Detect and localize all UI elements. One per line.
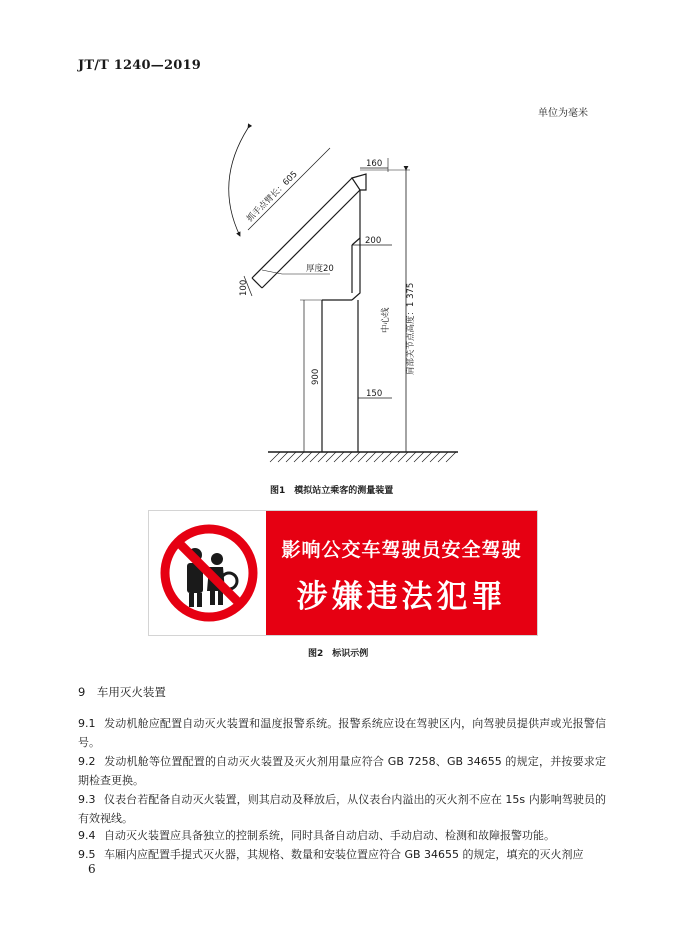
clause-9-1 — [78, 714, 606, 752]
sign-line2: 涉嫌违法犯罪 — [296, 579, 507, 615]
sign-banner — [266, 511, 537, 635]
tip-label: 100 — [239, 279, 249, 296]
base-width-label: 150 — [366, 389, 383, 399]
prohibition-icon — [159, 521, 259, 625]
page-number: 6 — [88, 862, 96, 876]
rotation-arc-icon — [229, 128, 248, 236]
lower-pillar — [322, 286, 360, 452]
unit-note: 单位为毫米 — [538, 108, 588, 119]
clause-text: 发动机舱应配置自动灭火装置和温度报警系统。报警系统应设在驾驶区内，向驾驶员提供声或光报警信号。 — [78, 717, 606, 749]
arm-length-label: 抓手点臂长：605 — [245, 169, 300, 225]
clause-9-3 — [78, 790, 606, 828]
mid-width-label: 200 — [365, 236, 382, 246]
top-width-label: 160 — [366, 159, 383, 169]
warning-sign — [148, 510, 538, 636]
thickness-label: 厚度20 — [306, 264, 334, 274]
clause-number: 9.4 — [78, 829, 96, 842]
clause-text: 自动灭火装置应具备独立的控制系统，同时具备自动启动、手动启动、检测和故障报警功能。 — [104, 829, 555, 842]
clause-number: 9.3 — [78, 793, 96, 806]
figure2-caption: 图2 标识示例 — [308, 649, 369, 659]
clause-number: 9.2 — [78, 755, 96, 768]
upper-post — [352, 190, 360, 293]
clause-9-5 — [78, 845, 606, 864]
standard-code: JT/T 1240—2019 — [78, 58, 201, 73]
clause-9-4 — [78, 826, 606, 845]
clause-text: 仪表台若配备自动灭火装置，则其启动及释放后，从仪表台内溢出的灭火剂不应在 15s 内影响驾驶员的有效视线。 — [78, 793, 606, 825]
shoulder-joint — [352, 174, 366, 190]
clause-number: 9.1 — [78, 717, 96, 730]
clause-9-2 — [78, 752, 606, 790]
sign-line1: 影响公交车驾驶员安全驾驶 — [281, 539, 522, 561]
section-title: 9 车用灭火装置 — [78, 685, 166, 699]
clause-number: 9.5 — [78, 848, 96, 861]
handle-height-label: 900 — [311, 368, 321, 385]
figure1-caption: 图1 模拟站立乘客的测量装置 — [270, 486, 394, 496]
clause-text: 车厢内应配置手提式灭火器，其规格、数量和安装位置应符合 GB 34655 的规定，填充的灭火剂应 — [104, 848, 584, 861]
centerline-label: 中心线 — [381, 307, 391, 333]
clause-text: 发动机舱等位置配置的自动灭火装置及灭火剂用量应符合 GB 7258、GB 34655 的规定，并按要求定期检查更换。 — [78, 755, 606, 787]
ground-line — [268, 452, 458, 462]
arm-length-dim — [248, 148, 330, 230]
shoulder-height-label: 肩部关节点高度：1 375 — [406, 282, 416, 375]
